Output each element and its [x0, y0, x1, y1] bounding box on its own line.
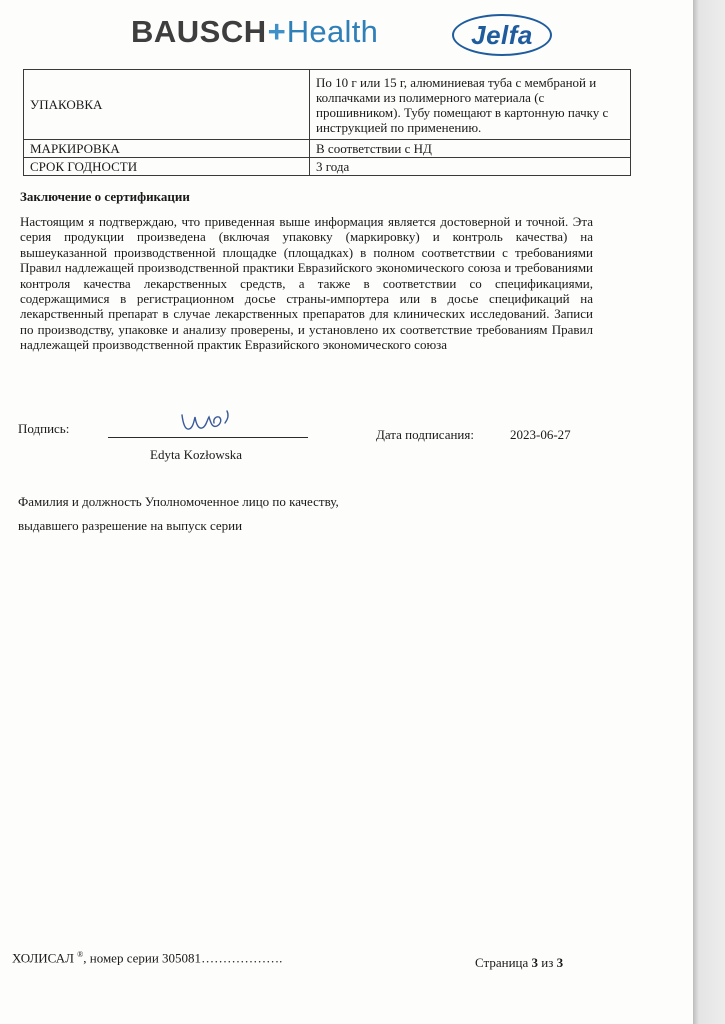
footer-batch-number: , номер серии 305081 — [83, 950, 202, 966]
spec-key-marking: МАРКИРОВКА — [24, 140, 310, 158]
signature-label: Подпись: — [18, 421, 70, 436]
page-total: 3 — [556, 955, 564, 970]
footer-product: ХОЛИСАЛ — [12, 950, 74, 966]
role-line-2: выдавшего разрешение на выпуск серии — [18, 518, 243, 533]
bausch-health-logo — [131, 12, 378, 52]
page-current: 3 — [531, 955, 539, 970]
page-prefix: Страница — [475, 955, 532, 970]
jelfa-logo — [452, 14, 552, 56]
spec-key-packaging: УПАКОВКА — [24, 70, 310, 140]
spec-value-packaging: По 10 г или 15 г, алюминиевая туба с мембраной и колпачками из полимерного материала (с прошивником). Тубу помещают в картонную пачку с инструкцией по применению. — [310, 70, 631, 140]
logo-plus-icon: + — [267, 14, 286, 49]
role-line-1: Фамилия и должность Уполномоченное лицо по качеству, — [18, 494, 339, 509]
logo-bausch-text: BAUSCH — [131, 14, 267, 49]
spec-value-marking: В соответствии с НД — [310, 140, 631, 158]
spec-value-shelf-life: 3 года — [310, 158, 631, 176]
table-row — [24, 140, 631, 158]
footer-batch — [12, 950, 282, 966]
jelfa-logo-text: Jelfa — [471, 19, 533, 50]
logo-health-text: Health — [286, 14, 379, 49]
footer-dots: ………………. — [201, 950, 283, 966]
scan-edge-shadow — [693, 0, 725, 1024]
handwritten-signature — [176, 403, 240, 435]
table-row — [24, 158, 631, 176]
certification-text: Настоящим я подтверждаю, что приведенная выше информация является достоверной и точной. Эта серия продукции произведена (включая упаковку (маркировку) и контроль качества) на вышеуказанной производственной площадке (площадках) в полном соответствии с требованиями Правил надлежащей производственной практики Евразийского экономического союза и требованиями контроля качества лекарственных средств, а также в соответствии со спецификациями, содержащимися в регистрационном досье страны-импортера или в досье спецификаций на лекарственный препарат в случае лекарственных препаратов для клинических исследований. Записи по производству, упаковке и анализу проверены, и установлено их соответствие требованиям Правил надлежащей производственной практик Евразийского экономического союза — [20, 214, 593, 353]
signer-name: Edyta Kozłowska — [150, 447, 243, 462]
spec-key-shelf-life: СРОК ГОДНОСТИ — [24, 158, 310, 176]
page-number — [475, 955, 563, 971]
signature-line — [108, 437, 308, 438]
certification-heading: Заключение о сертификации — [20, 189, 190, 204]
spec-table — [23, 69, 631, 176]
table-row — [24, 70, 631, 140]
registered-mark: ® — [77, 950, 84, 959]
signing-date-value: 2023-06-27 — [510, 427, 571, 442]
signing-date-label: Дата подписания: — [376, 427, 474, 442]
page-of: из — [538, 955, 557, 970]
